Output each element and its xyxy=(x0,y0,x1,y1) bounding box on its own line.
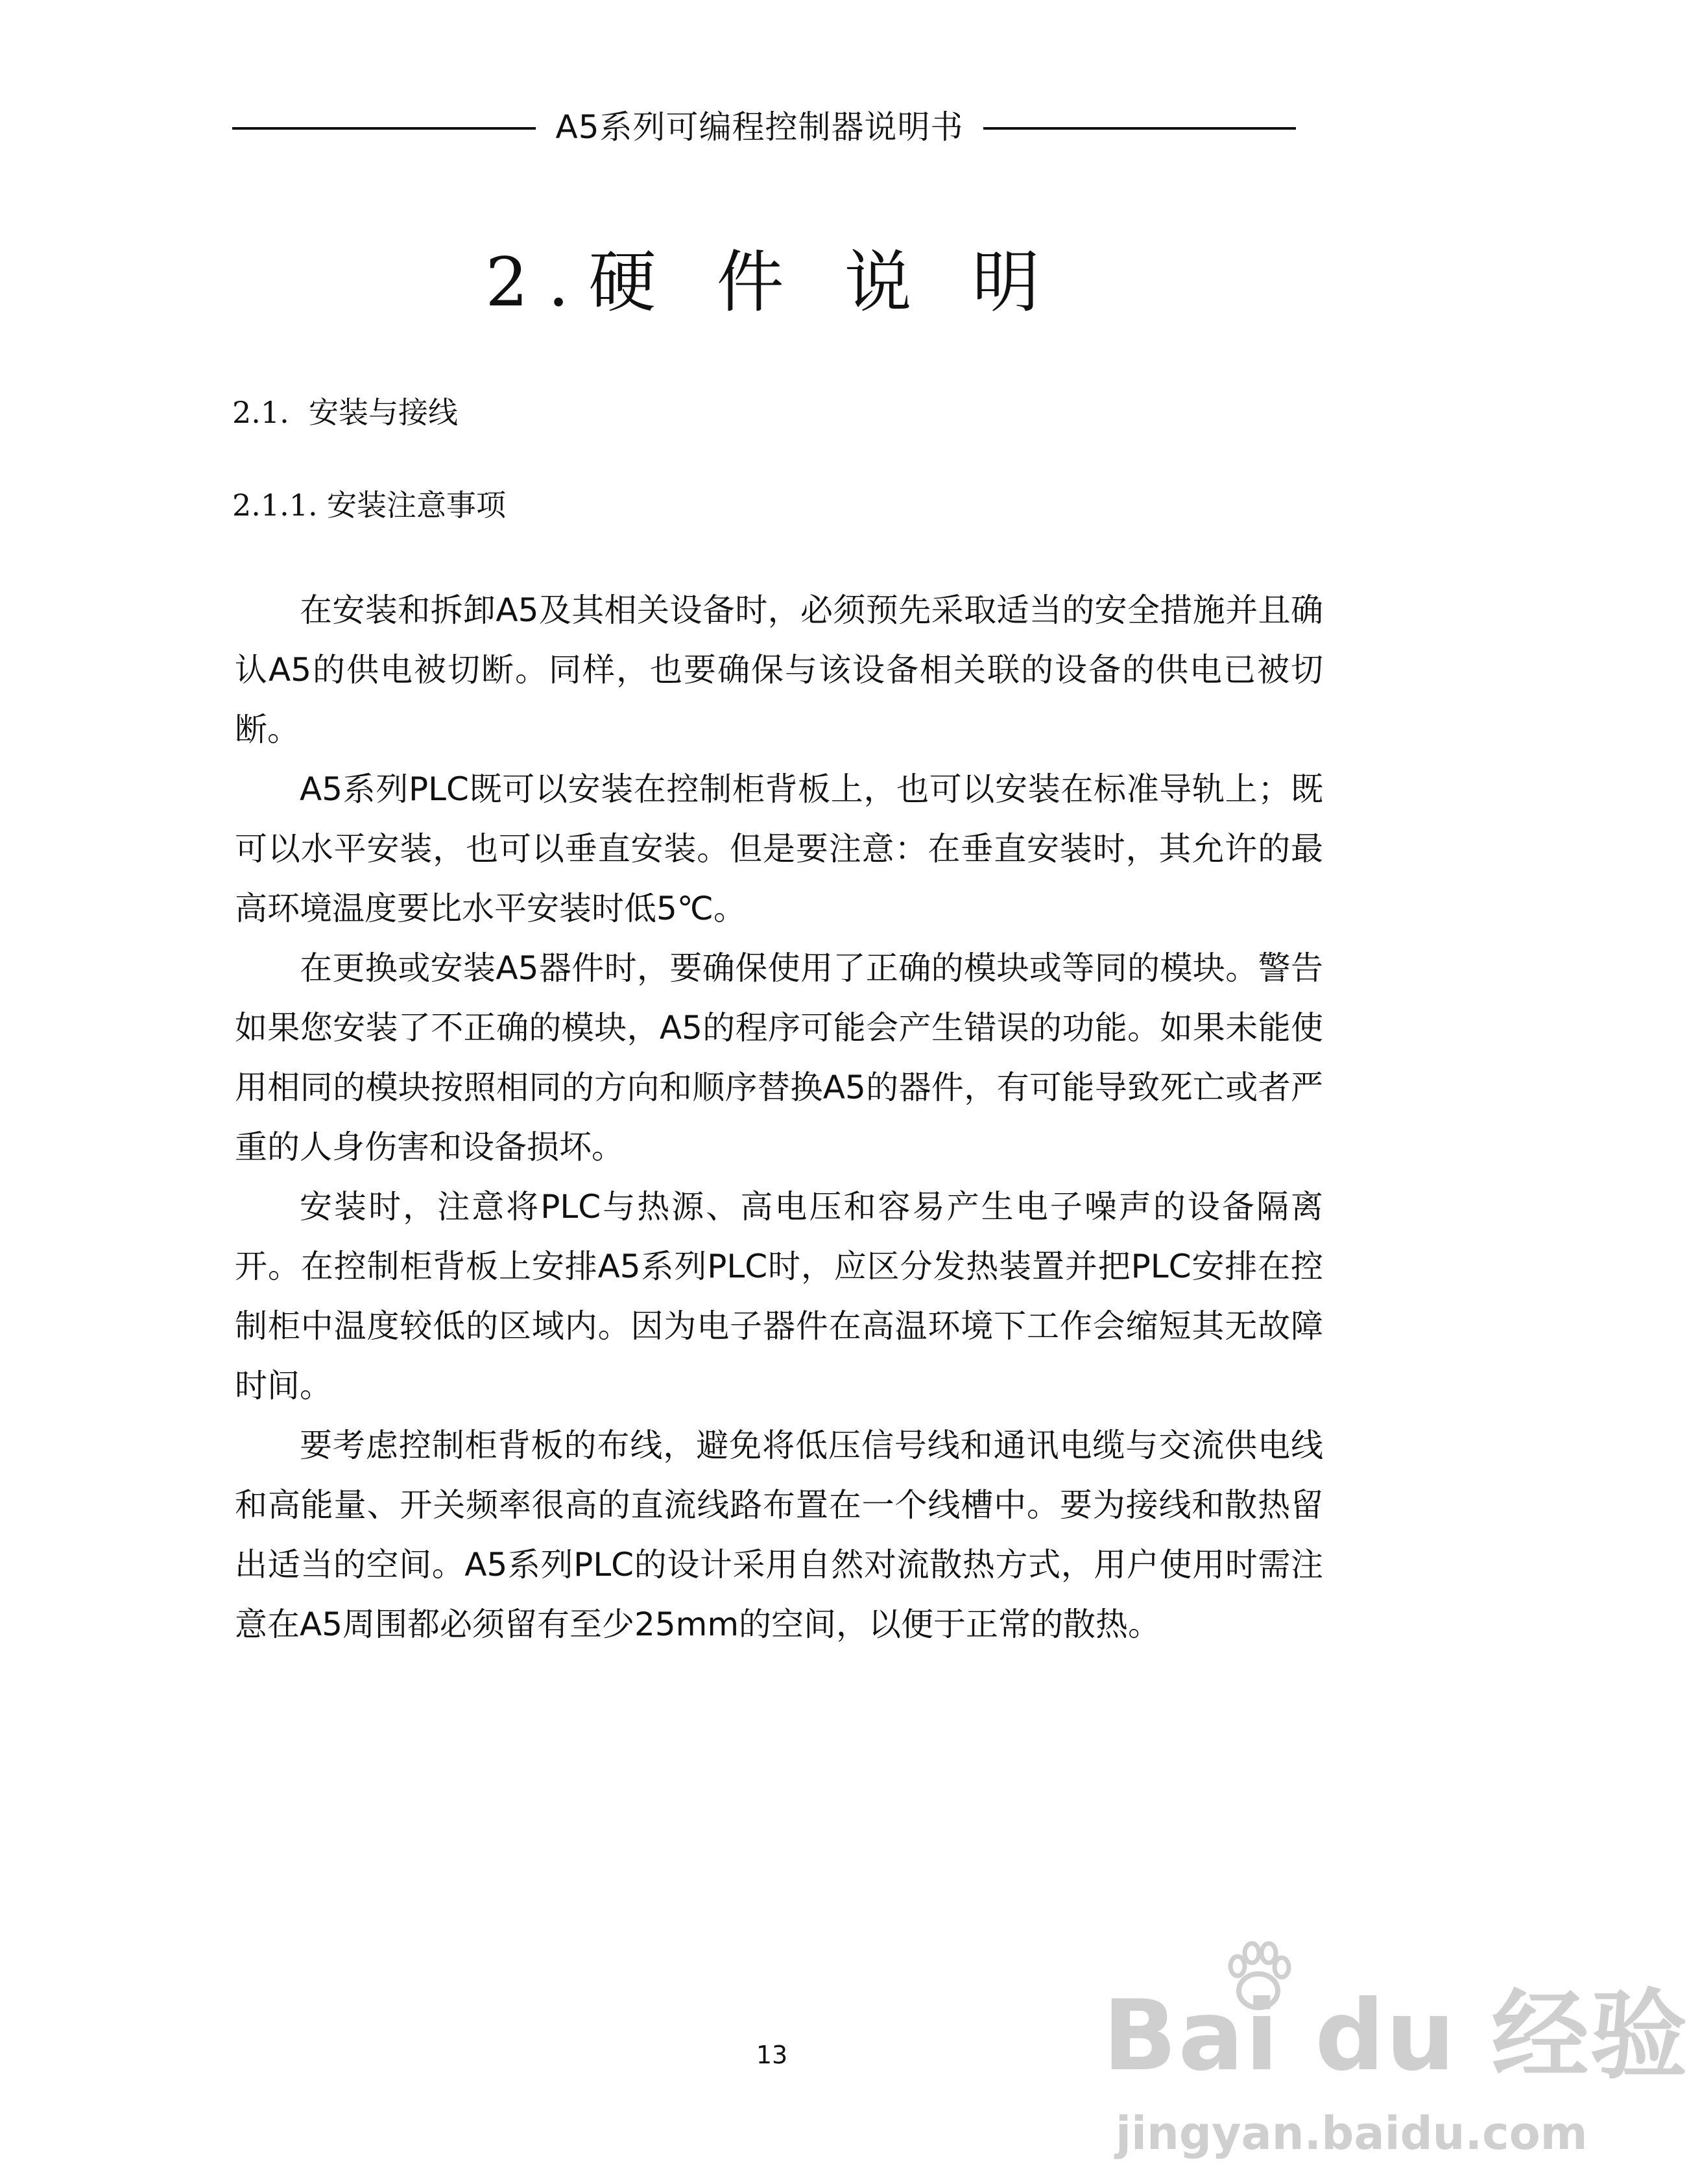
section-number: 2.1.1. xyxy=(232,488,318,523)
header-rule-left xyxy=(232,127,536,130)
section-title: 安装与接线 xyxy=(309,395,458,430)
section-number: 2.1. xyxy=(232,395,289,430)
section-heading-2-1-1 xyxy=(232,486,506,525)
section-heading-2-1 xyxy=(232,393,458,432)
header-title: A5系列可编程控制器说明书 xyxy=(555,108,964,146)
paragraph: 要考虑控制柜背板的布线，避免将低压信号线和通讯电缆与交流供电线和高能量、开关频率很高的直流线路布置在一个线槽中。要为接线和散热留出适当的空间。A5系列PLC的设计采用自然对流散热方式，用户使用时需注意在A5周围都必须留有至少25mm的空间，以便于正常的散热。 xyxy=(235,1427,1323,1643)
paragraph: 在更换或安装A5器件时，要确保使用了正确的模块或等同的模块。警告如果您安装了不正确的模块，A5的程序可能会产生错误的功能。如果未能使用相同的模块按照相同的方向和顺序替换A5的器件，有可能导致死亡或者严重的人身伤害和设备损坏。 xyxy=(235,949,1323,1166)
watermark-logo: Bai du 经验 xyxy=(1103,1980,1689,2093)
section-title: 安装注意事项 xyxy=(327,488,506,523)
body-text xyxy=(235,580,1323,1654)
header-rule-right xyxy=(983,127,1296,130)
paragraph: A5系列PLC既可以安装在控制柜背板上，也可以安装在标准导轨上；既可以水平安装，也可以垂直安装。但是要注意：在垂直安装时，其允许的最高环境温度要比水平安装时低5℃。 xyxy=(235,770,1323,927)
paragraph: 在安装和拆卸A5及其相关设备时，必须预先采取适当的安全措施并且确认A5的供电被切断。同样，也要确保与该设备相关联的设备的供电已被切断。 xyxy=(235,591,1323,748)
baidu-jingyan-watermark xyxy=(1103,1932,1689,2172)
watermark-url: jingyan.baidu.com xyxy=(1116,2107,1588,2160)
paragraph: 安装时，注意将PLC与热源、高电压和容易产生电子噪声的设备隔离开。在控制柜背板上安排A5系列PLC时，应区分发热装置并把PLC安排在控制柜中温度较低的区域内。因为电子器件在高温环境下工作会缩短其无故障时间。 xyxy=(235,1188,1323,1405)
page-number: 13 xyxy=(756,2041,788,2069)
chapter-title: 2.硬 件 说 明 xyxy=(485,243,1059,322)
